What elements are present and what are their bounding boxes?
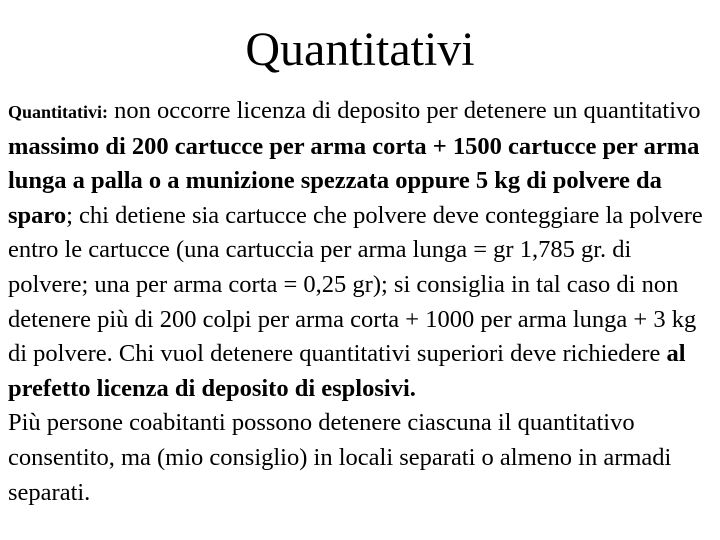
text-segment: non occorre licenza di deposito per detenere un quantitativo (108, 97, 701, 124)
slide-body (8, 94, 716, 510)
bold-limits: massimo di 200 cartucce per arma corta + 1500 cartucce per arma lunga a palla o a munizione spezzata oppure 5 kg di polvere da sparo (8, 132, 700, 229)
paragraph-lead: Quantitativi: (8, 102, 109, 122)
bold-prefect-license: al prefetto licenza di deposito di esplosivi. (8, 340, 686, 402)
paragraph-quantities (8, 94, 716, 406)
paragraph-cohabitants: Più persone coabitanti possono detenere ciascuna il quantitativo consentito, ma (mio consiglio) in locali separati o almeno in armadi separati. (8, 409, 672, 506)
slide-title: Quantitativi (245, 23, 475, 76)
text-segment: ; chi detiene sia cartucce che polvere deve conteggiare la polvere entro le cartucce (una cartuccia per arma lunga = gr 1,785 gr. di polvere; una per arma corta = 0,25 gr); si consiglia in tal caso di non detenere più di 200 colpi per arma corta + 1000 per arma lunga + 3 kg di polvere. Chi vuol detenere quantitativi superiori deve richiedere (8, 201, 703, 368)
